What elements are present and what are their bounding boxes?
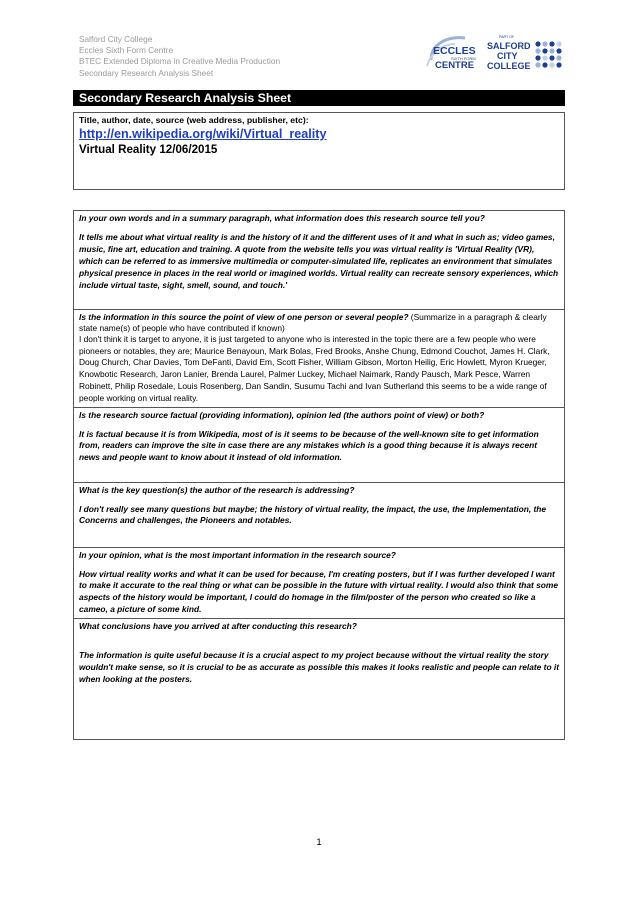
question-text: What conclusions have you arrived at after conducting this research?: [79, 621, 357, 632]
table-row: [74, 619, 565, 740]
table-row: [74, 547, 565, 619]
table-row: [74, 310, 565, 408]
eccles-text: ECCLES: [433, 45, 476, 57]
document-header: [79, 34, 280, 79]
table-row: [74, 482, 565, 547]
source-label: Title, author, date, source (web address, publisher, etc):: [79, 115, 309, 125]
question-text: In your opinion, what is the most important information in the research source?: [79, 549, 396, 560]
source-date: Virtual Reality 12/06/2015: [79, 143, 218, 156]
source-cell: [74, 113, 565, 190]
question-text: [79, 312, 559, 334]
question-main: Is the information in this source the point of view of one person or several people?: [79, 312, 409, 322]
question-note: (Summarize in a paragraph & clearly state name(s) of people who have contributed if known): [79, 312, 547, 333]
answer-text: I don't really see many questions but maybe; the history of virtual reality, the impact, the use, the Implementation, the Concerns and challenges, the Pioneers and notables.: [79, 503, 547, 526]
answer-text: It is factual because it is from Wikipedia, most of is it seems to be because of the well-known site to get information from, readers can improve the site in case there are any mistakes which is a good thing because it is always recent news and people want to know about it instead of old information.: [79, 428, 539, 463]
header-line: BTEC Extended Diploma in Creative Media Production: [79, 56, 281, 67]
sheet-title: Secondary Research Analysis Sheet: [73, 90, 565, 106]
city-text: CITY: [497, 51, 518, 61]
answer-text: How virtual reality works and what it can be used for because, I'm creating posters, but if I was further developed I want to make it accurate to the real thing or what can be possible in the future with virtual reality. I would also think that some aspects of the history would be important, I could do homage in the film/poster of the person who created so like a cameo, a picture of some kind.: [79, 568, 559, 615]
eccles-sixth-form: SIXTH FORM: [451, 56, 476, 61]
eccles-centre: CENTRE: [435, 60, 475, 71]
answer-text: I don't think it is target to anyone, it is just targeted to anyone who is interested in the topic there are a few people who were pioneers or notables, they are; Maurice Benayoun, Mark Bolas, Fred Brooks, Anshe Chung, Edmond Couchot, James H. Clark, Doug Church, Char Davies, Tom DeFanti, David Em, Scott Fisher, William Gibson, Morton Heilig, Eric Howlett, Myron Krueger, Knowbotic Research, Jaron Lanier, Brenda Laurel, Palmer Luckey, Michael Naimark, Randy Pausch, Mark Pesce, Warren Robinett, Philip Rosedale, Louis Rosenberg, Dan Sandin, Susumu Tachi and Ivan Sutherland this seems to be a wide range of people working on virtual reality.: [79, 333, 550, 403]
page-number: 1: [316, 837, 322, 848]
table-row: [74, 407, 565, 482]
salford-text: SALFORD: [487, 41, 531, 51]
header-line: Salford City College: [79, 34, 153, 44]
question-text: In your own words and in a summary paragraph, what information does this research source tell you?: [79, 213, 485, 223]
header-line: Secondary Research Analysis Sheet: [79, 67, 214, 78]
answer-text: The information is quite useful because it is a crucial aspect to my project because without the virtual reality the story wouldn't make sense, so it is crucial to be as accurate as possible this makes it looks realistic and people can relate to it when looking at the posters.: [79, 650, 560, 684]
table-row: [74, 211, 565, 310]
answer-text: It tells me about what virtual reality is and the history of it and the different uses of it and what in such as; video games, music, fine art, education and training. A quote from the website tells you was virtual reality is 'Virtual Reality (VR), which can be referred to as immersive multimedia or computer-simulated life, replicates an environment that simulates physical presence in places in the real world or imagined worlds. Virtual reality can recreate sensory experiences, which include virtual taste, sight, smell, sound, and touch.': [79, 231, 559, 290]
dot-grid-icon: [535, 41, 561, 67]
college-text: COLLEGE: [487, 61, 531, 71]
eccles-logo: [427, 38, 476, 71]
question-text: Is the research source factual (providing information), opinion led (the authors point of view) or both?: [79, 409, 485, 420]
salford-part-of: PART OF: [499, 35, 515, 39]
analysis-table: [73, 210, 565, 740]
salford-logo: [487, 35, 562, 71]
header-line: Eccles Sixth Form Centre: [79, 45, 174, 56]
college-logos: [425, 30, 565, 78]
source-link[interactable]: http://en.wikipedia.org/wiki/Virtual_reality: [79, 127, 327, 141]
source-box: [73, 112, 565, 190]
question-text: What is the key question(s) the author of the research is addressing?: [79, 484, 355, 495]
